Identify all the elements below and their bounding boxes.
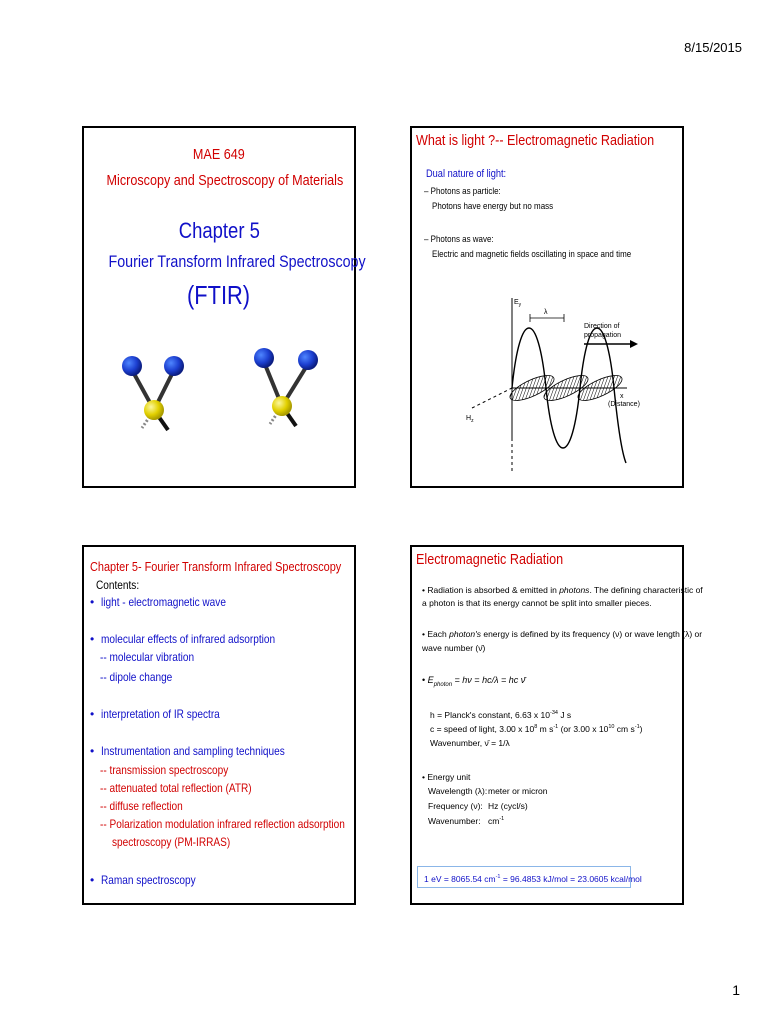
energy-paragraph-cont: wave number (ν̄): [422, 643, 486, 653]
list-item: • interpretation of IR spectra: [90, 707, 220, 721]
list-subitem: -- dipole change: [100, 670, 173, 684]
conversion-formula-box: 1 eV = 8065.54 $cm^{-1} = 96.4853$ kJ/mol = 23.0605 kcal/mol: [417, 866, 631, 888]
dual-nature-label: Dual nature of light:: [426, 168, 507, 180]
photon-paragraph: • Radiation is absorbed & emitted in photons. The defining characteristic of: [422, 585, 703, 595]
em-wave-diagram: [412, 288, 682, 478]
direction-label: Direction of: [584, 323, 620, 330]
list-item: • Raman spectroscopy: [90, 873, 196, 887]
unit-row: Wavelength (λ):: [428, 786, 488, 796]
particle-heading: – Photons as particle:: [424, 186, 501, 197]
chapter-topic: Fourier Transform Infrared Spectroscopy: [108, 252, 366, 271]
ey-label: $E_y$: [514, 299, 522, 308]
unit-value: Hz (cycl/s): [488, 801, 528, 811]
unit-row: Frequency (ν):: [428, 801, 483, 811]
chapter-heading: Chapter 5: [178, 218, 260, 243]
wave-heading: – Photons as wave:: [424, 234, 494, 245]
list-subitem: -- molecular vibration: [100, 650, 195, 664]
x-label: x: [620, 393, 624, 400]
propagation-label: propagation: [584, 332, 621, 339]
chapter-abbrev: (FTIR): [187, 280, 251, 310]
slide-light: [410, 126, 684, 488]
slide-em-radiation: [410, 545, 703, 905]
course-code: MAE 649: [193, 146, 245, 163]
list-subitem: -- diffuse reflection: [100, 799, 183, 813]
contents-label: Contents:: [96, 578, 140, 592]
slide-heading: Chapter 5- Fourier Transform Infrared Spectroscopy: [90, 559, 342, 574]
slide-heading: Electromagnetic Radiation: [416, 551, 564, 568]
unit-row: Wavenumber:: [428, 816, 481, 826]
photon-paragraph-cont: a photon is that its energy cannot be split into smaller pieces.: [422, 598, 652, 608]
slide-heading: What is light ?-- Electromagnetic Radiation: [416, 132, 655, 149]
unit-value: $cm^{-1}$: [488, 816, 505, 826]
molecule-illustration: [84, 338, 354, 478]
energy-unit-heading: • Energy unit: [422, 772, 471, 782]
energy-paragraph: • Each photon's energy is defined by its frequency (ν) or wave length (λ) or: [422, 629, 703, 639]
unit-value: meter or micron: [488, 786, 548, 796]
distance-label: (Distance): [608, 401, 640, 408]
slide-title: [82, 126, 366, 488]
particle-desc: Photons have energy but no mass: [432, 201, 554, 212]
page-date: 8/15/2015: [684, 40, 742, 55]
list-item: • molecular effects of infrared adsorption: [90, 632, 275, 646]
planck-constant: h = Planck's constant, 6.63 x $10^{-34}$ J s: [430, 710, 572, 720]
list-item: • Instrumentation and sampling techniques: [90, 744, 285, 758]
list-subitem: spectroscopy (PM-IRRAS): [112, 835, 231, 849]
hz-label: $H_z$: [466, 415, 474, 424]
molecule-left: [122, 356, 184, 430]
speed-of-light: c = speed of light, 3.00 x $10^8$ m $s^{-1}$ (or 3.00 x $10^{10}$ cm $s^{-1}$): [430, 724, 643, 734]
photon-energy-equation: • $E_{photon} = h\nu = hc/\lambda$ = hc ν̄: [422, 675, 526, 688]
molecule-right: [254, 348, 318, 426]
list-subitem: -- attenuated total reflection (ATR): [100, 781, 252, 795]
list-item: • light - electromagnetic wave: [90, 595, 226, 609]
lambda-label: λ: [544, 309, 548, 316]
list-subitem: -- transmission spectroscopy: [100, 763, 229, 777]
list-subitem: -- Polarization modulation infrared reflection adsorption: [100, 817, 345, 831]
course-title: Microscopy and Spectroscopy of Materials: [106, 172, 344, 189]
wavenumber-def: Wavenumber, ν̄ = 1/λ: [430, 738, 510, 748]
slide-contents: [82, 545, 356, 905]
wave-desc: Electric and magnetic fields oscillating in space and time: [432, 249, 632, 260]
page-number: 1: [732, 982, 740, 998]
